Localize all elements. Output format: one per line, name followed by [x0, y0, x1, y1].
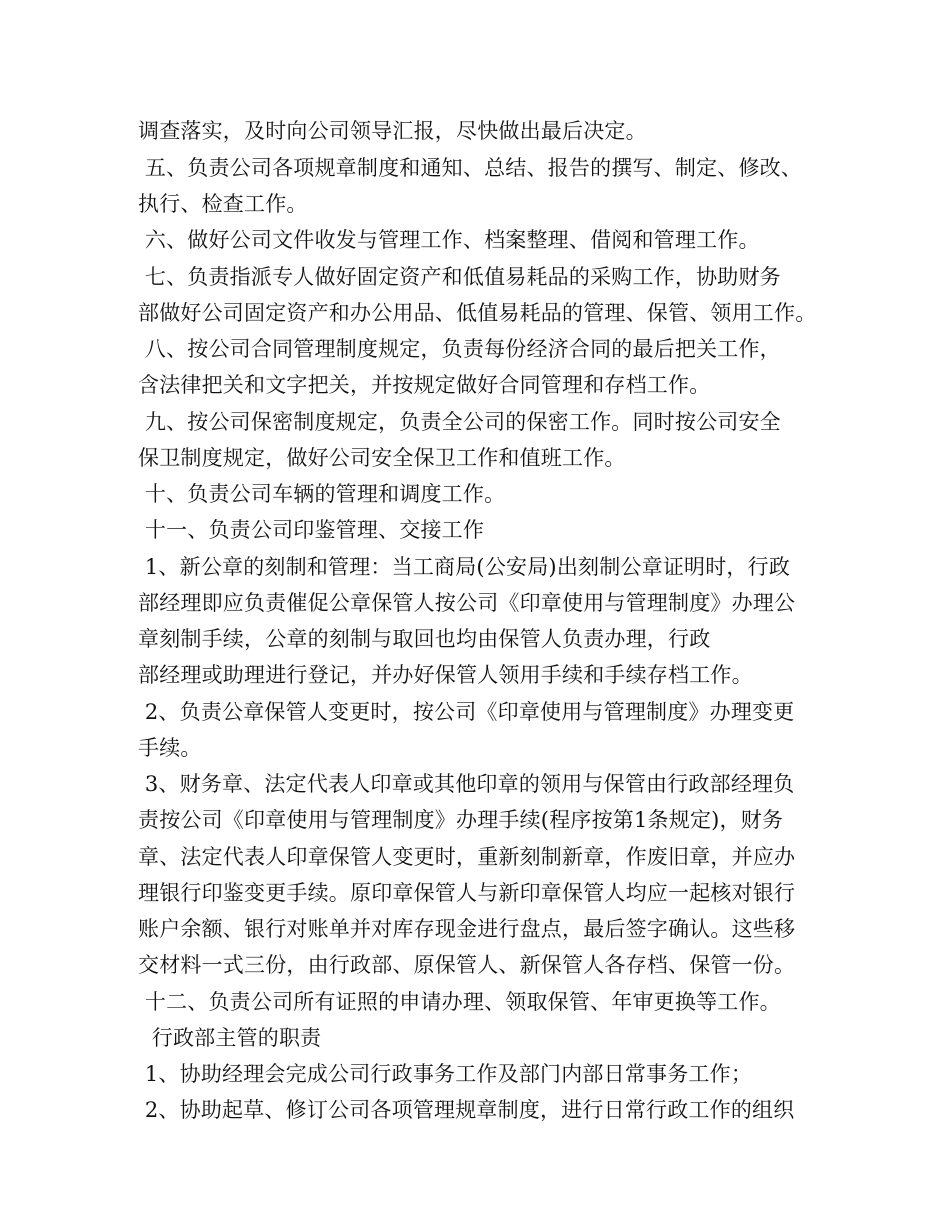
- text-line: 九、按公司保密制度规定，负责全公司的保密工作。同时按公司安全: [138, 410, 781, 434]
- text-line: 五、负责公司各项规章制度和通知、总结、报告的撰写、制定、修改、: [138, 156, 803, 180]
- text-line: 含法律把关和文字把关，并按规定做好合同管理和存档工作。: [138, 373, 711, 397]
- text-line: 1、新公章的刻制和管理：当工商局(公安局)出刻制公章证明时，行政: [138, 555, 791, 579]
- text-line: 六、做好公司文件收发与管理工作、档案整理、借阅和管理工作。: [138, 228, 760, 252]
- text-line: 部经理即应负责催促公章保管人按公司《印章使用与管理制度》办理公: [138, 591, 796, 615]
- text-line: 理银行印鉴变更手续。原印章保管人与新印章保管人均应一起核对银行: [138, 881, 796, 905]
- text-line: 调查落实，及时向公司领导汇报，尽快做出最后决定。: [138, 119, 647, 143]
- text-line: 部做好公司固定资产和办公用品、低值易耗品的管理、保管、领用工作。: [138, 301, 817, 325]
- text-line: 十一、负责公司印鉴管理、交接工作: [138, 518, 485, 542]
- text-line: 2、协助起草、修订公司各项管理规章制度，进行日常行政工作的组织: [138, 1098, 795, 1122]
- text-line: 七、负责指派专人做好固定资产和低值易耗品的采购工作，协助财务: [138, 265, 781, 289]
- text-line: 章、法定代表人印章保管人变更时，重新刻制新章，作废旧章，并应办: [138, 845, 796, 869]
- text-line: 部经理或助理进行登记，并办好保管人领用手续和手续存档工作。: [138, 663, 753, 687]
- text-line: 十、负责公司车辆的管理和调度工作。: [138, 482, 506, 506]
- text-line: 账户余额、银行对账单并对库存现金进行盘点，最后签字确认。这些移: [138, 917, 796, 941]
- text-line: 1、协助经理会完成公司行政事务工作及部门内部日常事务工作；: [138, 1062, 753, 1086]
- text-line: 十二、负责公司所有证照的申请办理、领取保管、年审更换等工作。: [138, 990, 781, 1014]
- text-line: 交材料一式三份，由行政部、原保管人、新保管人各存档、保管一份。: [138, 953, 796, 977]
- text-line: 保卫制度规定，做好公司安全保卫工作和值班工作。: [138, 446, 626, 470]
- text-line: 责按公司《印章使用与管理制度》办理手续(程序按第1条规定)，财务: [138, 808, 784, 832]
- text-line: 执行、检查工作。: [138, 192, 308, 216]
- section-heading: 行政部主管的职责: [138, 1026, 322, 1050]
- text-line: 3、财务章、法定代表人印章或其他印章的领用与保管由行政部经理负: [138, 772, 795, 796]
- text-line: 手续。: [138, 736, 202, 760]
- text-line: 2、负责公章保管人变更时，按公司《印章使用与管理制度》办理变更: [138, 700, 795, 724]
- text-line: 章刻制手续，公章的刻制与取回也均由保管人负责办理，行政: [138, 627, 711, 651]
- text-line: 八、按公司合同管理制度规定，负责每份经济合同的最后把关工作，: [138, 337, 781, 361]
